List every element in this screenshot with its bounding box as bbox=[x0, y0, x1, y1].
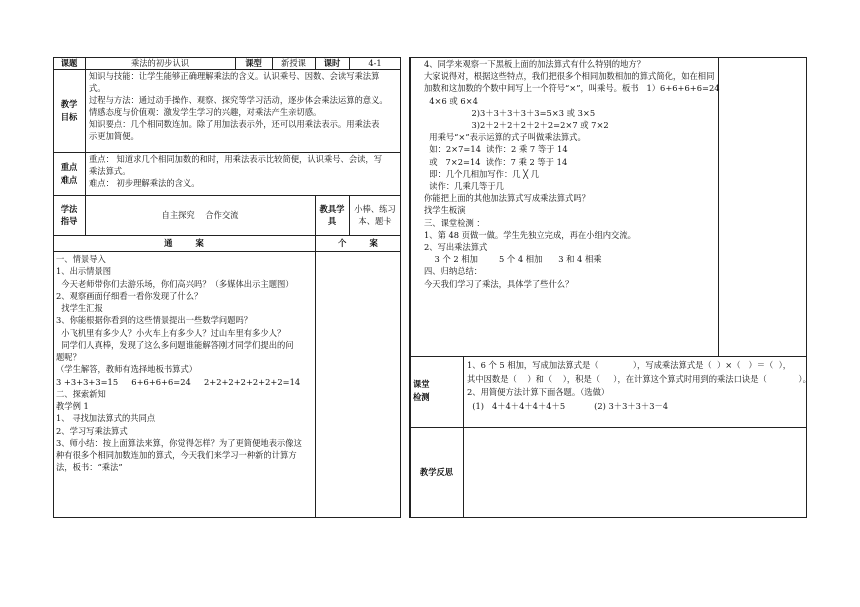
plan-line: 2)3＋3＋3＋3＋3=5×3 或 3×5 bbox=[424, 107, 596, 118]
check-line: (1) 4＋4＋4＋4＋4＋5 (2) 3＋3＋3＋3－4 bbox=[467, 400, 669, 411]
plan-line: （学生解答，教师有选择地板书算式） bbox=[56, 364, 198, 375]
type-value: 新授课 bbox=[281, 58, 306, 68]
check-body bbox=[467, 359, 811, 413]
plan-line: 今天老师带你们去游乐场，你们高兴吗？（多媒体出示主题图） bbox=[56, 278, 294, 289]
plan-line: 加数和这加数的个数中间写上一个符号“×”，叫乘号。板书 1）6+6+6+6=24 bbox=[424, 83, 720, 94]
plan-line: 今天我们学习了乘法，具体学了些什么？ bbox=[424, 278, 574, 289]
plan-line: 1、第 48 页做一做。学生先独立完成，再在小组内交流。 bbox=[424, 229, 636, 240]
plan-line: 用乘号“×”表示运算的式子叫做乘法算式。 bbox=[424, 132, 586, 143]
check-line: 1、6 个 5 相加，写成加法算式是（ ），写成乘法算式是（ ）×（ ）＝（ ）， bbox=[467, 360, 792, 370]
plan-line: 3)2＋2＋2＋2＋2＋2=2×7 或 7×2 bbox=[424, 120, 609, 131]
check-line: 其中因数是（ ）和（ ），积是（ ），在计算这个算式时用到的乘法口诀是（ ）。 bbox=[467, 373, 811, 384]
tools-label: 教具学具 bbox=[319, 203, 345, 226]
type-label: 课型 bbox=[245, 58, 262, 68]
plan-line: 2、写出乘法算式 bbox=[424, 242, 488, 253]
plan-continued-body bbox=[424, 58, 720, 290]
plan-line: 3 个 2 相加 5 个 4 相加 3 和 4 相乘 bbox=[424, 254, 602, 265]
goals-line: 示更加简便。 bbox=[89, 131, 139, 142]
plan-line: 法，板书：“乘法” bbox=[56, 462, 123, 473]
plan-line: 一、情景导入 bbox=[56, 254, 106, 264]
goals-line: 过程与方法：通过动手操作、观察、探究等学习活动，逐步体会乘法运算的意义。 bbox=[89, 95, 388, 106]
goals-label: 教学目标 bbox=[60, 99, 78, 122]
tools-value: 小棒、练习本、题卡 bbox=[354, 203, 396, 226]
check-label bbox=[413, 378, 461, 404]
plan-line: 读作：几乘几等于几 bbox=[424, 181, 504, 192]
course-title: 乘法的初步认识 bbox=[130, 58, 190, 68]
goals-line: 式。 bbox=[89, 83, 106, 94]
course-label: 课题 bbox=[60, 58, 78, 68]
hours-label: 课时 bbox=[323, 58, 341, 68]
plan-line: 1、出示情景图 bbox=[56, 266, 112, 277]
check-label-line: 课堂 bbox=[413, 379, 430, 389]
plan-line: 三、课堂检测 ： bbox=[424, 217, 485, 228]
plan-column-header: 通 案 bbox=[164, 237, 204, 248]
plan-line: 题呢？ bbox=[56, 352, 81, 362]
reflection-body bbox=[464, 428, 806, 517]
keypoints-line: 重点： 知道求几个相同加数的和时，用乘法表示比较简便，认识乘号、会读，写 bbox=[89, 154, 383, 164]
plan-line: 如：2×7=14 读作：2 乘 7 等于 14 bbox=[424, 144, 568, 155]
goals-line: 知识与技能：让学生能够正确理解乘法的含义。认识乘号、因数、会读写乘法算 bbox=[89, 71, 380, 81]
plan-line: 2、观察画面仔细看一看你发现了什么？ bbox=[56, 290, 203, 301]
plan-line: 找学生板演 bbox=[424, 205, 466, 216]
keypoints-line: 难点： 初步理解乘法的含义。 bbox=[89, 178, 200, 189]
goals-line: 情感态度与价值观：激发学生学习的兴趣，对乘法产生亲切感。 bbox=[89, 107, 322, 118]
reflection-label: 教学反思 bbox=[419, 467, 454, 478]
plan-line: 二、探索新知 bbox=[56, 388, 106, 399]
plan-line: 4、同学来观察一下黑板上面的加法算式有什么特别的地方？ bbox=[424, 59, 645, 69]
hours-value: 4-1 bbox=[368, 58, 382, 68]
keypoints-line: 乘法算式。 bbox=[89, 166, 131, 177]
plan-line: 3、师小结：按上面算法来算，你觉得怎样？为了更简便地表示像这 bbox=[56, 437, 302, 448]
keypoints-text bbox=[89, 153, 399, 189]
plan-body bbox=[56, 253, 314, 474]
plan-line: 4×6 或 6×4 bbox=[424, 95, 478, 106]
plan-line: 四、归纳总结： bbox=[424, 266, 483, 277]
goals-line: 知识要点：几个相同数连加。除了用加法表示外，还可以用乘法表示。用乘法表 bbox=[89, 119, 380, 130]
plan-line: 或 7×2=14 读作：7 乘 2 等于 14 bbox=[424, 156, 568, 167]
personal-column-header: 个 案 bbox=[338, 237, 378, 248]
plan-line: 你能把上面的其他加法算式写成乘法算式吗？ bbox=[424, 193, 590, 204]
plan-line: 小飞机里有多少人？小火车上有多少人？过山车里有多少人？ bbox=[56, 327, 286, 338]
plan-line: 同学们人真棒，发现了这么多问题谁能解答刚才同学们提出的问 bbox=[56, 339, 294, 350]
goals-text bbox=[89, 70, 399, 142]
method-label: 学法指导 bbox=[60, 203, 78, 226]
plan-line: 教学例 1 bbox=[56, 401, 89, 411]
plan-line: 1、 寻找加法算式的共同点 bbox=[56, 413, 156, 424]
keypoints-label: 重点难点 bbox=[60, 162, 78, 185]
method-value: 自主探究 合作交流 bbox=[161, 209, 239, 220]
plan-line: 2、学习写乘法算式 bbox=[56, 425, 128, 436]
plan-line: 3 +3+3+3=15 6+6+6+6=24 2+2+2+2+2+2+2=14 bbox=[56, 376, 301, 387]
plan-line: 即：几个几相加写作：几 ╳ 几 bbox=[424, 168, 540, 179]
check-line: 2、用简便方法计算下面各题。（选做） bbox=[467, 387, 610, 397]
plan-line: 找学生汇报 bbox=[56, 303, 103, 313]
plan-line: 3、你能根据你看到的这些情景提出一些数学问题吗？ bbox=[56, 315, 253, 326]
plan-line: 大家说得对，根据这些特点，我们把很多个相同加数相加的算式简化，如在相同 bbox=[424, 71, 715, 82]
plan-line: 种有很多个相同加数连加的算式，今天我们来学习一种新的计算方 bbox=[56, 450, 297, 460]
check-label-line: 检测 bbox=[413, 392, 430, 402]
